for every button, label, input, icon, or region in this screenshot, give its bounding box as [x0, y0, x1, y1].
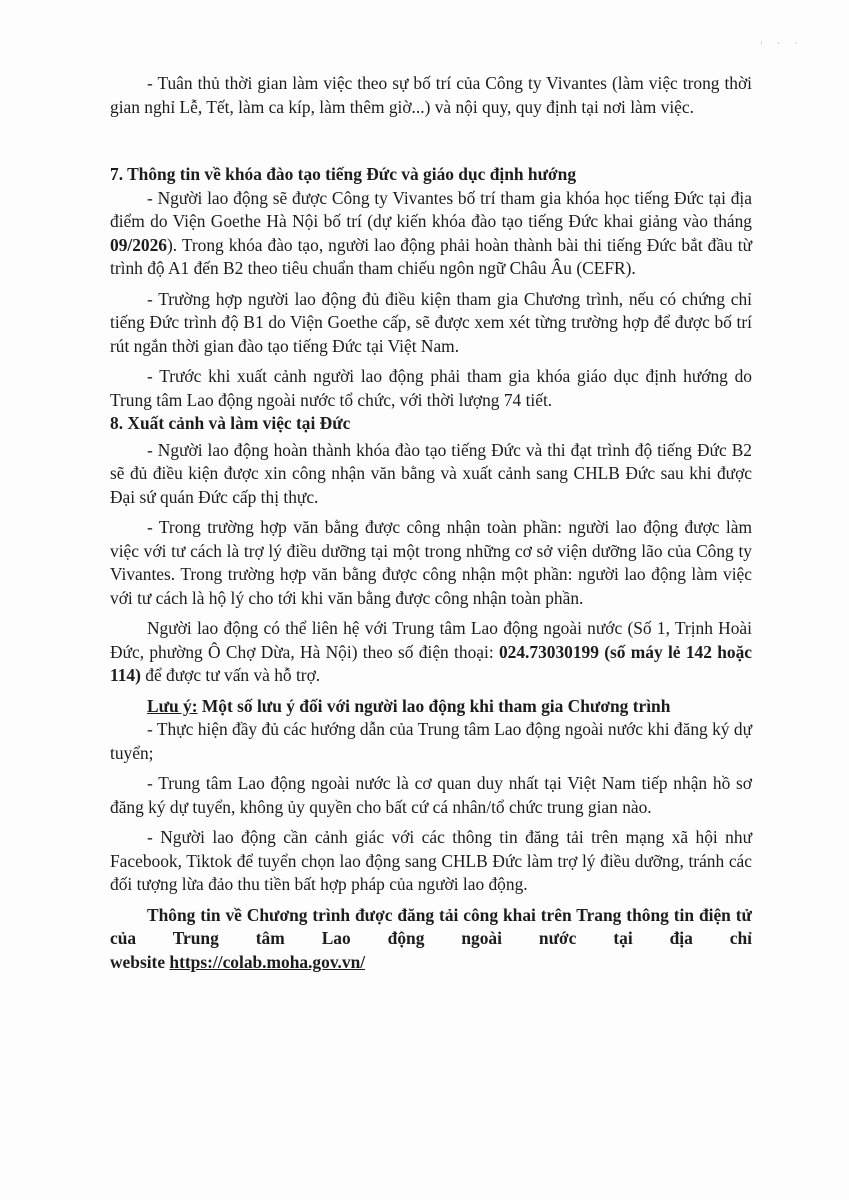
notes-label: Lưu ý:	[147, 695, 198, 716]
closing-text: Thông tin về Chương trình được đăng tải công khai trên Trang thông tin điện tử của Trung tâm Lao động ngoài nước tại địa chỉ	[110, 904, 752, 948]
section-8-paragraph-2: - Trong trường hợp văn bằng được công nhận toàn phần: người lao động được làm việc với tư cách là trợ lý điều dưỡng tại một trong những cơ sở viện dưỡng lão của Công ty Vivantes. Trong trường hợp văn bằng được công nhận một phần: người lao động làm việc với tư cách là hộ lý cho tới khi văn bằng được công nhận toàn phần.	[110, 517, 752, 608]
course-start-date: 09/2026	[110, 234, 168, 255]
notes-title: Một số lưu ý đối với người lao động khi tham gia Chương trình	[197, 695, 671, 716]
closing-website-line	[110, 951, 752, 975]
section-7-heading: 7. Thông tin về khóa đào tạo tiếng Đức và giáo dục định hướng	[110, 164, 577, 184]
document-body	[110, 72, 752, 974]
section-7-paragraph-2: - Trường hợp người lao động đủ điều kiện tham gia Chương trình, nếu có chứng chỉ tiếng Đức trình độ B1 do Viện Goethe cấp, sẽ được xem xét từng trường hợp để được bố trí rút ngắn thời gian đào tạo tiếng Đức tại Việt Nam.	[110, 288, 752, 356]
closing-statement	[110, 904, 752, 951]
section-8-paragraph-1: - Người lao động hoàn thành khóa đào tạo tiếng Đức và thi đạt trình độ tiếng Đức B2 sẽ đủ điều kiện được xin công nhận văn bằng và xuất cảnh sang CHLB Đức sau khi được Đại sứ quán Đức cấp thị thực.	[110, 439, 752, 507]
section-8-heading: 8. Xuất cảnh và làm việc tại Đức	[110, 413, 351, 433]
scan-artifact: · · ·	[760, 38, 804, 48]
note-3: - Người lao động cần cảnh giác với các thông tin đăng tải trên mạng xã hội như Facebook, Tiktok để tuyển chọn lao động sang CHLB Đức làm trợ lý điều dưỡng, tránh các đối tượng lừa đảo thu tiền bất hợp pháp của người lao động.	[110, 827, 752, 894]
notes-heading	[110, 695, 752, 719]
section-7-paragraph-1	[110, 187, 752, 281]
note-1: - Thực hiện đầy đủ các hướng dẫn của Trung tâm Lao động ngoài nước khi đăng ký dự tuyển;	[110, 719, 752, 763]
contact-text-a: Người lao động có thể liên hệ với Trung tâm Lao động ngoài nước (Số 1, Trịnh Hoài Đức, phường Ô Chợ Dừa, Hà Nội) theo số điện thoại:	[110, 618, 752, 662]
intro-paragraph: - Tuân thủ thời gian làm việc theo sự bố trí của Công ty Vivantes (làm việc trong thời gian nghỉ Lễ, Tết, làm ca kíp, làm thêm giờ...) và nội quy, quy định tại nơi làm việc.	[110, 73, 752, 117]
section-7-paragraph-3: - Trước khi xuất cảnh người lao động phải tham gia khóa giáo dục định hướng do Trung tâm Lao động ngoài nước tổ chức, với thời lượng 74 tiết.	[110, 366, 752, 410]
section-7-p1-text-b: ). Trong khóa đào tạo, người lao động phải hoàn thành bài thi tiếng Đức bắt đầu từ trình độ A1 đến B2 theo tiêu chuẩn tham chiếu ngôn ngữ Châu Âu (CEFR).	[110, 234, 752, 278]
contact-phone: 024.73030199 (số máy lẻ 142 hoặc 114)	[110, 641, 752, 685]
contact-text-b: để được tư vấn và hỗ trợ.	[140, 665, 321, 685]
website-prefix: website	[110, 951, 170, 972]
website-link[interactable]: https://colab.moha.gov.vn/	[169, 951, 366, 972]
note-2: - Trung tâm Lao động ngoài nước là cơ quan duy nhất tại Việt Nam tiếp nhận hồ sơ đăng ký dự tuyển, không ủy quyền cho bất cứ cá nhân/tổ chức trung gian nào.	[110, 773, 752, 817]
section-7-p1-text-a: - Người lao động sẽ được Công ty Vivantes bố trí tham gia khóa học tiếng Đức tại địa điểm do Viện Goethe Hà Nội bố trí (dự kiến khóa đào tạo tiếng Đức khai giảng vào tháng	[110, 187, 752, 231]
contact-paragraph	[110, 617, 752, 688]
